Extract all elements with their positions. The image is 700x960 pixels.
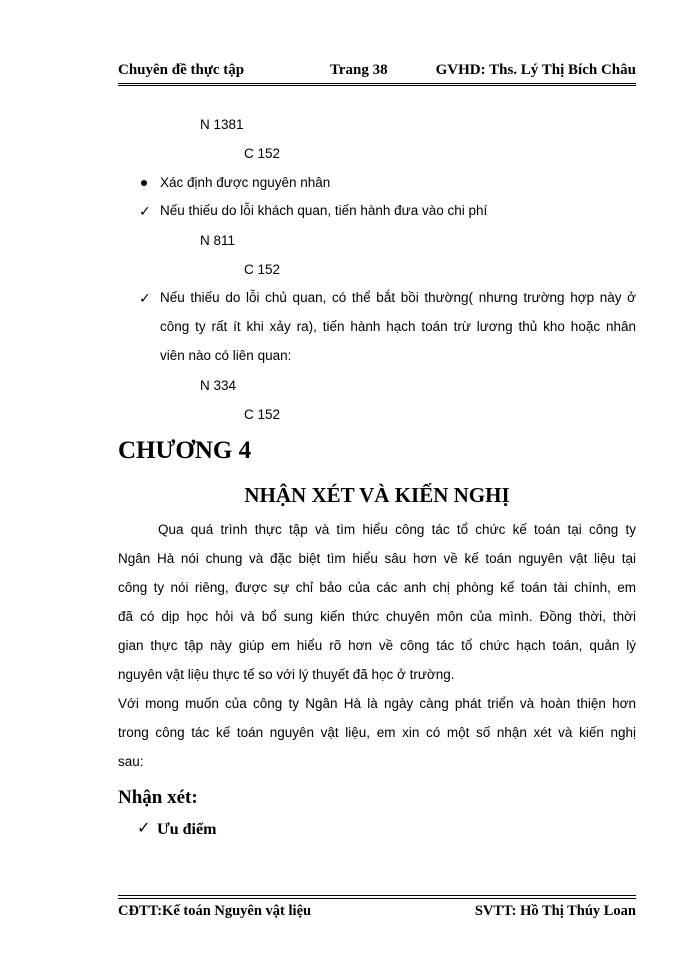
p1-line3: công ty nói riêng, được sự chỉ bảo của các anh chị phòng kế toán tài chính, em (118, 580, 636, 595)
check-icon: ✓ (139, 203, 151, 219)
p1-line4: đã có dịp học hỏi và bổ sung kiến thức chuyên môn của mình. Đồng thời, thời (118, 609, 636, 624)
header-left: Chuyên đề thực tập (118, 62, 245, 78)
p1-line1: Qua quá trình thực tập và tìm hiểu công tác tổ chức kế toán tại công ty (158, 522, 636, 537)
check2-line3: viên nào có liên quan: (160, 348, 292, 363)
header-right: GVHD: Ths. Lý Thị Bích Châu (435, 62, 636, 78)
entry2-debit: N 811 (200, 233, 236, 248)
p2-line2: trong công tác kế toán nguyên vật liệu, em xin có một số nhận xét và kiến nghị (118, 725, 636, 740)
check2-line1: Nếu thiếu do lỗi chủ quan, có thể bắt bồi thường( nhưng trường hợp này ở (160, 290, 636, 305)
check1-text: Nếu thiếu do lỗi khách quan, tiến hành đưa vào chi phí (160, 203, 488, 218)
check-icon: ✓ (139, 290, 151, 306)
bullet1-text: Xác định được nguyên nhân (160, 175, 331, 190)
chapter-title: NHẬN XÉT VÀ KIẾN NGHỊ (244, 483, 510, 507)
entry1-credit: C 152 (244, 146, 281, 161)
page-footer (118, 903, 636, 923)
chapter-label: CHƯƠNG 4 (118, 437, 252, 464)
page-header (118, 62, 636, 82)
p2-line1: Với mong muốn của công ty Ngân Hà là ngày càng phát triển và hoàn thiện hơn (118, 696, 636, 711)
footer-rule (118, 895, 636, 899)
entry1-debit: N 1381 (200, 117, 244, 132)
section-heading: Nhận xét: (118, 787, 198, 808)
section-subheading: Ưu điểm (157, 821, 217, 838)
footer-left: CĐTT:Kế toán Nguyên vật liệu (118, 903, 312, 919)
p2-line3: sau: (118, 754, 144, 769)
bullet-icon (141, 180, 147, 186)
header-page-number: Trang 38 (330, 62, 388, 78)
p1-line5: gian thực tập này giúp em hiểu rõ hơn về công tác tổ chức hạch toán, quản lý (118, 638, 636, 653)
entry3-credit: C 152 (244, 407, 281, 422)
footer-right: SVTT: Hồ Thị Thúy Loan (474, 903, 636, 919)
entry2-credit: C 152 (244, 262, 281, 277)
check2-line2: công ty rất ít khi xảy ra), tiến hành hạch toán trừ lương thủ kho hoặc nhân (160, 319, 636, 334)
entry3-debit: N 334 (200, 378, 237, 393)
header-rule (118, 83, 636, 86)
check-icon: ✓ (137, 820, 151, 837)
p1-line6: nguyên vật liệu thực tế so với lý thuyết đã học ở trường. (118, 667, 455, 682)
p1-line2: Ngân Hà nói chung và đặc biệt tìm hiểu sâu hơn về kế toán nguyên vật liệu tại (118, 551, 636, 566)
